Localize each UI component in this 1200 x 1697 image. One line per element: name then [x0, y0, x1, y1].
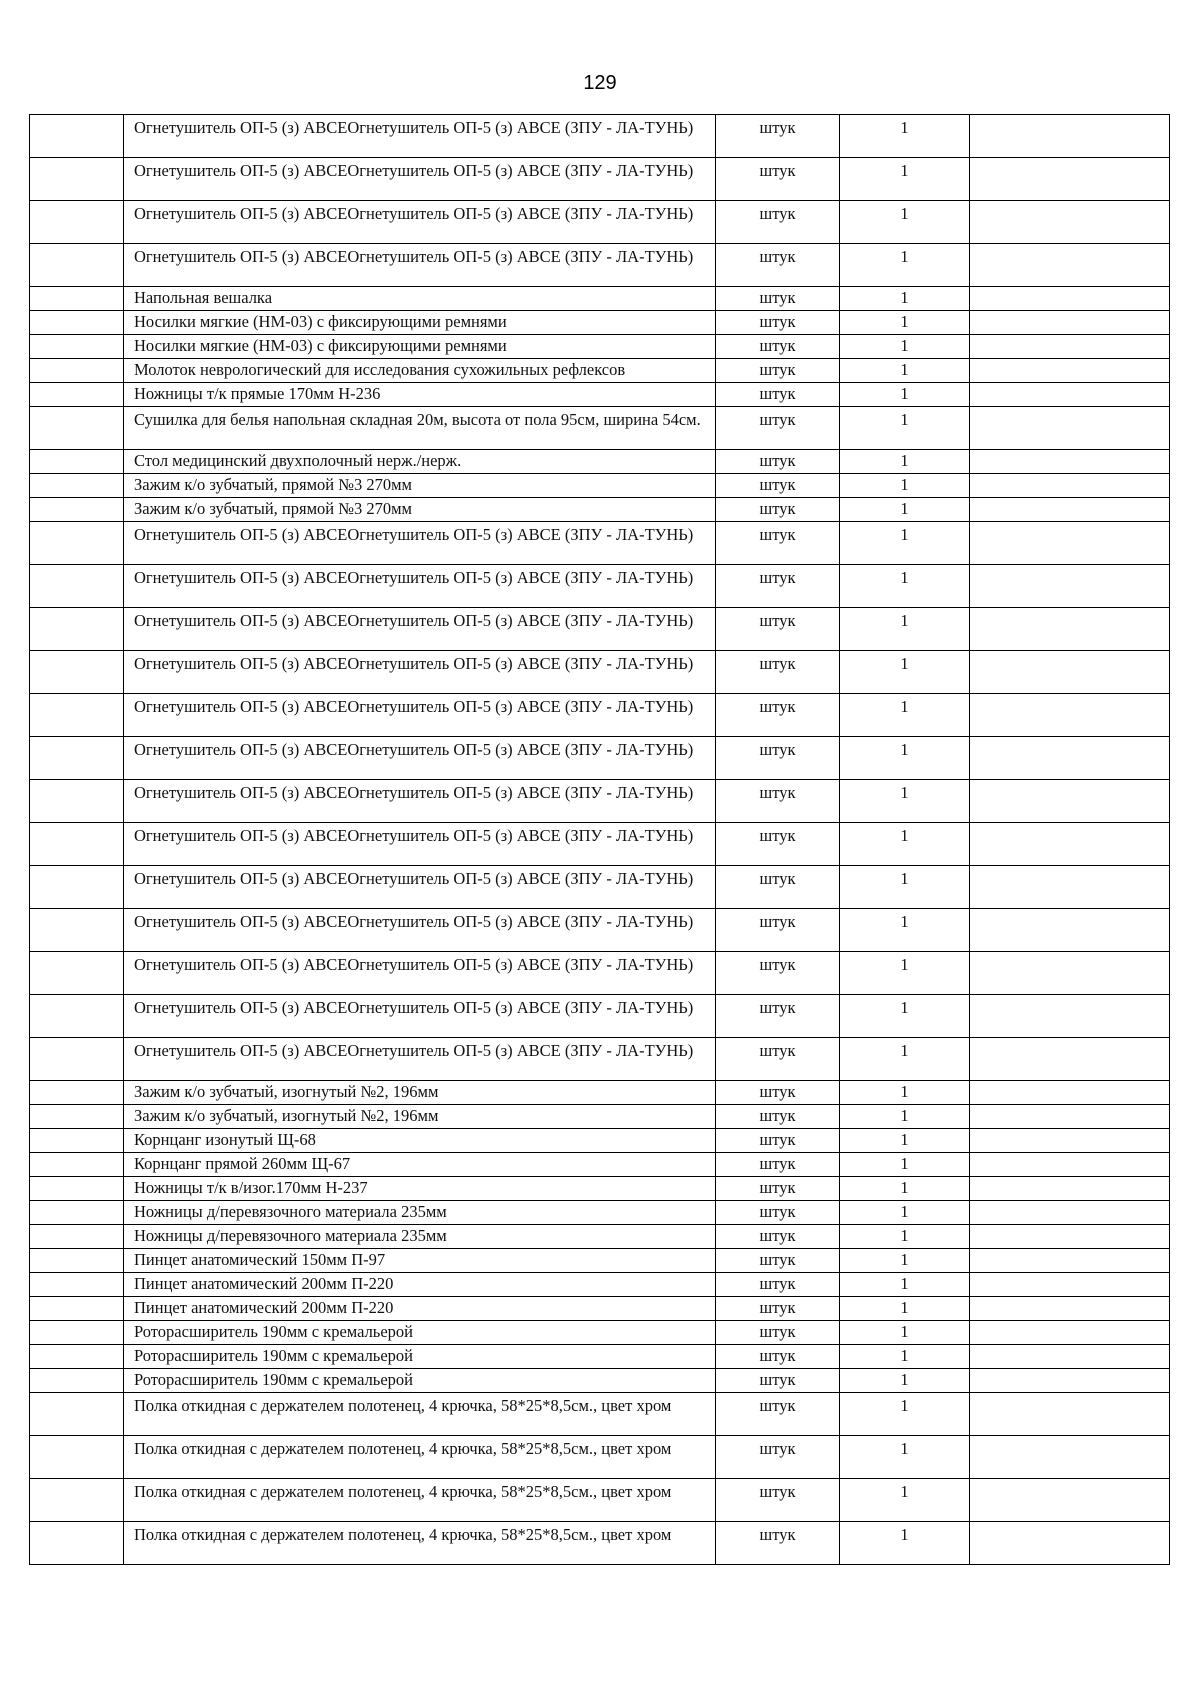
quantity-cell: 1	[840, 995, 970, 1038]
note-cell	[970, 115, 1170, 158]
row-number-cell	[30, 244, 124, 287]
quantity-cell: 1	[840, 866, 970, 909]
table-row	[30, 1129, 1170, 1153]
item-name-cell: Огнетушитель ОП-5 (з) АВСЕОгнетушитель ОП-5 (з) АВСЕ (ЗПУ - ЛА-ТУНЬ)	[124, 737, 716, 780]
table-row	[30, 823, 1170, 866]
table-row	[30, 565, 1170, 608]
row-number-cell	[30, 1297, 124, 1321]
note-cell	[970, 158, 1170, 201]
row-number-cell	[30, 1273, 124, 1297]
table-row	[30, 1393, 1170, 1436]
item-name-cell: Огнетушитель ОП-5 (з) АВСЕОгнетушитель ОП-5 (з) АВСЕ (ЗПУ - ЛА-ТУНЬ)	[124, 201, 716, 244]
quantity-cell: 1	[840, 244, 970, 287]
row-number-cell	[30, 565, 124, 608]
quantity-cell: 1	[840, 694, 970, 737]
unit-cell: штук	[716, 1345, 840, 1369]
table-row	[30, 522, 1170, 565]
table-row	[30, 909, 1170, 952]
row-number-cell	[30, 498, 124, 522]
note-cell	[970, 1436, 1170, 1479]
item-name-cell: Зажим к/о зубчатый, прямой №3 270мм	[124, 474, 716, 498]
note-cell	[970, 1345, 1170, 1369]
row-number-cell	[30, 1153, 124, 1177]
item-name-cell: Огнетушитель ОП-5 (з) АВСЕОгнетушитель ОП-5 (з) АВСЕ (ЗПУ - ЛА-ТУНЬ)	[124, 158, 716, 201]
row-number-cell	[30, 158, 124, 201]
table-row	[30, 335, 1170, 359]
row-number-cell	[30, 1081, 124, 1105]
table-row	[30, 1321, 1170, 1345]
note-cell	[970, 1479, 1170, 1522]
page-number: 129	[583, 72, 617, 94]
quantity-cell: 1	[840, 474, 970, 498]
unit-cell: штук	[716, 737, 840, 780]
quantity-cell: 1	[840, 1081, 970, 1105]
unit-cell: штук	[716, 1177, 840, 1201]
item-name-cell: Огнетушитель ОП-5 (з) АВСЕОгнетушитель ОП-5 (з) АВСЕ (ЗПУ - ЛА-ТУНЬ)	[124, 995, 716, 1038]
unit-cell: штук	[716, 1081, 840, 1105]
row-number-cell	[30, 694, 124, 737]
item-name-cell: Пинцет анатомический 150мм П-97	[124, 1249, 716, 1273]
item-name-cell: Огнетушитель ОП-5 (з) АВСЕОгнетушитель ОП-5 (з) АВСЕ (ЗПУ - ЛА-ТУНЬ)	[124, 866, 716, 909]
item-name-cell: Напольная вешалка	[124, 287, 716, 311]
note-cell	[970, 287, 1170, 311]
note-cell	[970, 1522, 1170, 1565]
row-number-cell	[30, 1201, 124, 1225]
note-cell	[970, 1129, 1170, 1153]
row-number-cell	[30, 1177, 124, 1201]
item-name-cell: Огнетушитель ОП-5 (з) АВСЕОгнетушитель ОП-5 (з) АВСЕ (ЗПУ - ЛА-ТУНЬ)	[124, 1038, 716, 1081]
quantity-cell: 1	[840, 1177, 970, 1201]
table-row	[30, 1225, 1170, 1249]
note-cell	[970, 608, 1170, 651]
item-name-cell: Полка откидная с держателем полотенец, 4 крючка, 58*25*8,5см., цвет хром	[124, 1479, 716, 1522]
note-cell	[970, 1369, 1170, 1393]
row-number-cell	[30, 1522, 124, 1565]
table-row	[30, 383, 1170, 407]
unit-cell: штук	[716, 608, 840, 651]
note-cell	[970, 1081, 1170, 1105]
unit-cell: штук	[716, 115, 840, 158]
note-cell	[970, 244, 1170, 287]
unit-cell: штук	[716, 1153, 840, 1177]
note-cell	[970, 737, 1170, 780]
note-cell	[970, 522, 1170, 565]
unit-cell: штук	[716, 1225, 840, 1249]
unit-cell: штук	[716, 359, 840, 383]
row-number-cell	[30, 1038, 124, 1081]
table-row	[30, 608, 1170, 651]
item-name-cell: Ножницы д/перевязочного материала 235мм	[124, 1201, 716, 1225]
item-name-cell: Зажим к/о зубчатый, изогнутый №2, 196мм	[124, 1081, 716, 1105]
item-name-cell: Пинцет анатомический 200мм П-220	[124, 1273, 716, 1297]
unit-cell: штук	[716, 565, 840, 608]
table-row	[30, 952, 1170, 995]
inventory-table	[29, 114, 1170, 1565]
item-name-cell: Носилки мягкие (НМ-03) с фиксирующими ремнями	[124, 311, 716, 335]
note-cell	[970, 1105, 1170, 1129]
note-cell	[970, 995, 1170, 1038]
note-cell	[970, 1393, 1170, 1436]
note-cell	[970, 1249, 1170, 1273]
quantity-cell: 1	[840, 335, 970, 359]
table-row	[30, 651, 1170, 694]
item-name-cell: Полка откидная с держателем полотенец, 4 крючка, 58*25*8,5см., цвет хром	[124, 1436, 716, 1479]
unit-cell: штук	[716, 498, 840, 522]
table-row	[30, 287, 1170, 311]
inventory-table-body	[30, 115, 1170, 1565]
unit-cell: штук	[716, 1393, 840, 1436]
row-number-cell	[30, 1105, 124, 1129]
item-name-cell: Молоток неврологический для исследования сухожильных рефлексов	[124, 359, 716, 383]
unit-cell: штук	[716, 311, 840, 335]
quantity-cell: 1	[840, 1249, 970, 1273]
quantity-cell: 1	[840, 158, 970, 201]
row-number-cell	[30, 909, 124, 952]
row-number-cell	[30, 450, 124, 474]
note-cell	[970, 407, 1170, 450]
item-name-cell: Роторасширитель 190мм с кремальерой	[124, 1345, 716, 1369]
item-name-cell: Ножницы т/к прямые 170мм Н-236	[124, 383, 716, 407]
quantity-cell: 1	[840, 1153, 970, 1177]
quantity-cell: 1	[840, 359, 970, 383]
quantity-cell: 1	[840, 311, 970, 335]
table-row	[30, 1038, 1170, 1081]
quantity-cell: 1	[840, 1105, 970, 1129]
item-name-cell: Огнетушитель ОП-5 (з) АВСЕОгнетушитель ОП-5 (з) АВСЕ (ЗПУ - ЛА-ТУНЬ)	[124, 522, 716, 565]
table-row	[30, 1081, 1170, 1105]
row-number-cell	[30, 201, 124, 244]
unit-cell: штук	[716, 474, 840, 498]
note-cell	[970, 383, 1170, 407]
row-number-cell	[30, 651, 124, 694]
unit-cell: штук	[716, 1479, 840, 1522]
quantity-cell: 1	[840, 1129, 970, 1153]
table-row	[30, 1479, 1170, 1522]
note-cell	[970, 498, 1170, 522]
item-name-cell: Зажим к/о зубчатый, прямой №3 270мм	[124, 498, 716, 522]
quantity-cell: 1	[840, 1273, 970, 1297]
quantity-cell: 1	[840, 1522, 970, 1565]
quantity-cell: 1	[840, 608, 970, 651]
unit-cell: штук	[716, 1436, 840, 1479]
unit-cell: штук	[716, 287, 840, 311]
row-number-cell	[30, 995, 124, 1038]
row-number-cell	[30, 522, 124, 565]
unit-cell: штук	[716, 1201, 840, 1225]
note-cell	[970, 1153, 1170, 1177]
row-number-cell	[30, 1321, 124, 1345]
quantity-cell: 1	[840, 1345, 970, 1369]
table-row	[30, 498, 1170, 522]
note-cell	[970, 694, 1170, 737]
note-cell	[970, 359, 1170, 383]
unit-cell: штук	[716, 1273, 840, 1297]
row-number-cell	[30, 335, 124, 359]
note-cell	[970, 1201, 1170, 1225]
table-row	[30, 1177, 1170, 1201]
row-number-cell	[30, 1393, 124, 1436]
item-name-cell: Огнетушитель ОП-5 (з) АВСЕОгнетушитель ОП-5 (з) АВСЕ (ЗПУ - ЛА-ТУНЬ)	[124, 244, 716, 287]
quantity-cell: 1	[840, 1479, 970, 1522]
table-row	[30, 1105, 1170, 1129]
quantity-cell: 1	[840, 450, 970, 474]
quantity-cell: 1	[840, 1201, 970, 1225]
note-cell	[970, 1225, 1170, 1249]
row-number-cell	[30, 383, 124, 407]
table-row	[30, 158, 1170, 201]
unit-cell: штук	[716, 158, 840, 201]
quantity-cell: 1	[840, 1297, 970, 1321]
table-row	[30, 1297, 1170, 1321]
unit-cell: штук	[716, 780, 840, 823]
note-cell	[970, 909, 1170, 952]
note-cell	[970, 866, 1170, 909]
note-cell	[970, 1321, 1170, 1345]
item-name-cell: Корнцанг прямой 260мм Щ-67	[124, 1153, 716, 1177]
quantity-cell: 1	[840, 1369, 970, 1393]
unit-cell: штук	[716, 909, 840, 952]
item-name-cell: Стол медицинский двухполочный нерж./нерж.	[124, 450, 716, 474]
row-number-cell	[30, 737, 124, 780]
row-number-cell	[30, 823, 124, 866]
note-cell	[970, 1273, 1170, 1297]
unit-cell: штук	[716, 1369, 840, 1393]
unit-cell: штук	[716, 952, 840, 995]
quantity-cell: 1	[840, 1393, 970, 1436]
row-number-cell	[30, 407, 124, 450]
item-name-cell: Полка откидная с держателем полотенец, 4 крючка, 58*25*8,5см., цвет хром	[124, 1522, 716, 1565]
row-number-cell	[30, 359, 124, 383]
table-row	[30, 311, 1170, 335]
row-number-cell	[30, 1129, 124, 1153]
unit-cell: штук	[716, 866, 840, 909]
unit-cell: штук	[716, 1129, 840, 1153]
row-number-cell	[30, 115, 124, 158]
item-name-cell: Корнцанг изонутый Щ-68	[124, 1129, 716, 1153]
quantity-cell: 1	[840, 1436, 970, 1479]
table-row	[30, 201, 1170, 244]
item-name-cell: Роторасширитель 190мм с кремальерой	[124, 1369, 716, 1393]
table-row	[30, 1201, 1170, 1225]
row-number-cell	[30, 287, 124, 311]
note-cell	[970, 450, 1170, 474]
unit-cell: штук	[716, 651, 840, 694]
item-name-cell: Огнетушитель ОП-5 (з) АВСЕОгнетушитель ОП-5 (з) АВСЕ (ЗПУ - ЛА-ТУНЬ)	[124, 565, 716, 608]
row-number-cell	[30, 474, 124, 498]
quantity-cell: 1	[840, 565, 970, 608]
unit-cell: штук	[716, 1038, 840, 1081]
note-cell	[970, 311, 1170, 335]
item-name-cell: Огнетушитель ОП-5 (з) АВСЕОгнетушитель ОП-5 (з) АВСЕ (ЗПУ - ЛА-ТУНЬ)	[124, 694, 716, 737]
quantity-cell: 1	[840, 287, 970, 311]
unit-cell: штук	[716, 995, 840, 1038]
quantity-cell: 1	[840, 201, 970, 244]
unit-cell: штук	[716, 335, 840, 359]
quantity-cell: 1	[840, 115, 970, 158]
note-cell	[970, 474, 1170, 498]
note-cell	[970, 335, 1170, 359]
item-name-cell: Огнетушитель ОП-5 (з) АВСЕОгнетушитель ОП-5 (з) АВСЕ (ЗПУ - ЛА-ТУНЬ)	[124, 909, 716, 952]
table-row	[30, 359, 1170, 383]
row-number-cell	[30, 866, 124, 909]
table-row	[30, 474, 1170, 498]
item-name-cell: Ножницы т/к в/изог.170мм Н-237	[124, 1177, 716, 1201]
row-number-cell	[30, 1369, 124, 1393]
table-row	[30, 1369, 1170, 1393]
table-row	[30, 866, 1170, 909]
unit-cell: штук	[716, 383, 840, 407]
row-number-cell	[30, 1436, 124, 1479]
unit-cell: штук	[716, 244, 840, 287]
quantity-cell: 1	[840, 952, 970, 995]
row-number-cell	[30, 780, 124, 823]
row-number-cell	[30, 1225, 124, 1249]
unit-cell: штук	[716, 1249, 840, 1273]
item-name-cell: Огнетушитель ОП-5 (з) АВСЕОгнетушитель ОП-5 (з) АВСЕ (ЗПУ - ЛА-ТУНЬ)	[124, 823, 716, 866]
quantity-cell: 1	[840, 1225, 970, 1249]
table-row	[30, 115, 1170, 158]
quantity-cell: 1	[840, 498, 970, 522]
table-row	[30, 1273, 1170, 1297]
unit-cell: штук	[716, 407, 840, 450]
unit-cell: штук	[716, 201, 840, 244]
note-cell	[970, 565, 1170, 608]
table-row	[30, 1249, 1170, 1273]
table-row	[30, 244, 1170, 287]
table-row	[30, 450, 1170, 474]
quantity-cell: 1	[840, 522, 970, 565]
quantity-cell: 1	[840, 1321, 970, 1345]
table-row	[30, 694, 1170, 737]
unit-cell: штук	[716, 522, 840, 565]
note-cell	[970, 1297, 1170, 1321]
row-number-cell	[30, 1479, 124, 1522]
quantity-cell: 1	[840, 1038, 970, 1081]
table-row	[30, 1436, 1170, 1479]
quantity-cell: 1	[840, 737, 970, 780]
unit-cell: штук	[716, 1522, 840, 1565]
quantity-cell: 1	[840, 407, 970, 450]
item-name-cell: Пинцет анатомический 200мм П-220	[124, 1297, 716, 1321]
item-name-cell: Огнетушитель ОП-5 (з) АВСЕОгнетушитель ОП-5 (з) АВСЕ (ЗПУ - ЛА-ТУНЬ)	[124, 952, 716, 995]
quantity-cell: 1	[840, 383, 970, 407]
quantity-cell: 1	[840, 823, 970, 866]
table-row	[30, 995, 1170, 1038]
item-name-cell: Огнетушитель ОП-5 (з) АВСЕОгнетушитель ОП-5 (з) АВСЕ (ЗПУ - ЛА-ТУНЬ)	[124, 608, 716, 651]
table-row	[30, 407, 1170, 450]
unit-cell: штук	[716, 1321, 840, 1345]
note-cell	[970, 651, 1170, 694]
item-name-cell: Огнетушитель ОП-5 (з) АВСЕОгнетушитель ОП-5 (з) АВСЕ (ЗПУ - ЛА-ТУНЬ)	[124, 115, 716, 158]
note-cell	[970, 823, 1170, 866]
row-number-cell	[30, 1249, 124, 1273]
note-cell	[970, 780, 1170, 823]
note-cell	[970, 1177, 1170, 1201]
table-row	[30, 737, 1170, 780]
quantity-cell: 1	[840, 909, 970, 952]
note-cell	[970, 201, 1170, 244]
quantity-cell: 1	[840, 651, 970, 694]
unit-cell: штук	[716, 450, 840, 474]
table-row	[30, 1522, 1170, 1565]
unit-cell: штук	[716, 823, 840, 866]
unit-cell: штук	[716, 1105, 840, 1129]
unit-cell: штук	[716, 1297, 840, 1321]
item-name-cell: Сушилка для белья напольная складная 20м, высота от пола 95см, ширина 54см.	[124, 407, 716, 450]
row-number-cell	[30, 952, 124, 995]
unit-cell: штук	[716, 694, 840, 737]
quantity-cell: 1	[840, 780, 970, 823]
row-number-cell	[30, 311, 124, 335]
item-name-cell: Огнетушитель ОП-5 (з) АВСЕОгнетушитель ОП-5 (з) АВСЕ (ЗПУ - ЛА-ТУНЬ)	[124, 651, 716, 694]
item-name-cell: Огнетушитель ОП-5 (з) АВСЕОгнетушитель ОП-5 (з) АВСЕ (ЗПУ - ЛА-ТУНЬ)	[124, 780, 716, 823]
item-name-cell: Зажим к/о зубчатый, изогнутый №2, 196мм	[124, 1105, 716, 1129]
row-number-cell	[30, 608, 124, 651]
item-name-cell: Роторасширитель 190мм с кремальерой	[124, 1321, 716, 1345]
table-row	[30, 1153, 1170, 1177]
row-number-cell	[30, 1345, 124, 1369]
table-row	[30, 780, 1170, 823]
item-name-cell: Полка откидная с держателем полотенец, 4 крючка, 58*25*8,5см., цвет хром	[124, 1393, 716, 1436]
note-cell	[970, 952, 1170, 995]
item-name-cell: Ножницы д/перевязочного материала 235мм	[124, 1225, 716, 1249]
table-row	[30, 1345, 1170, 1369]
note-cell	[970, 1038, 1170, 1081]
item-name-cell: Носилки мягкие (НМ-03) с фиксирующими ремнями	[124, 335, 716, 359]
